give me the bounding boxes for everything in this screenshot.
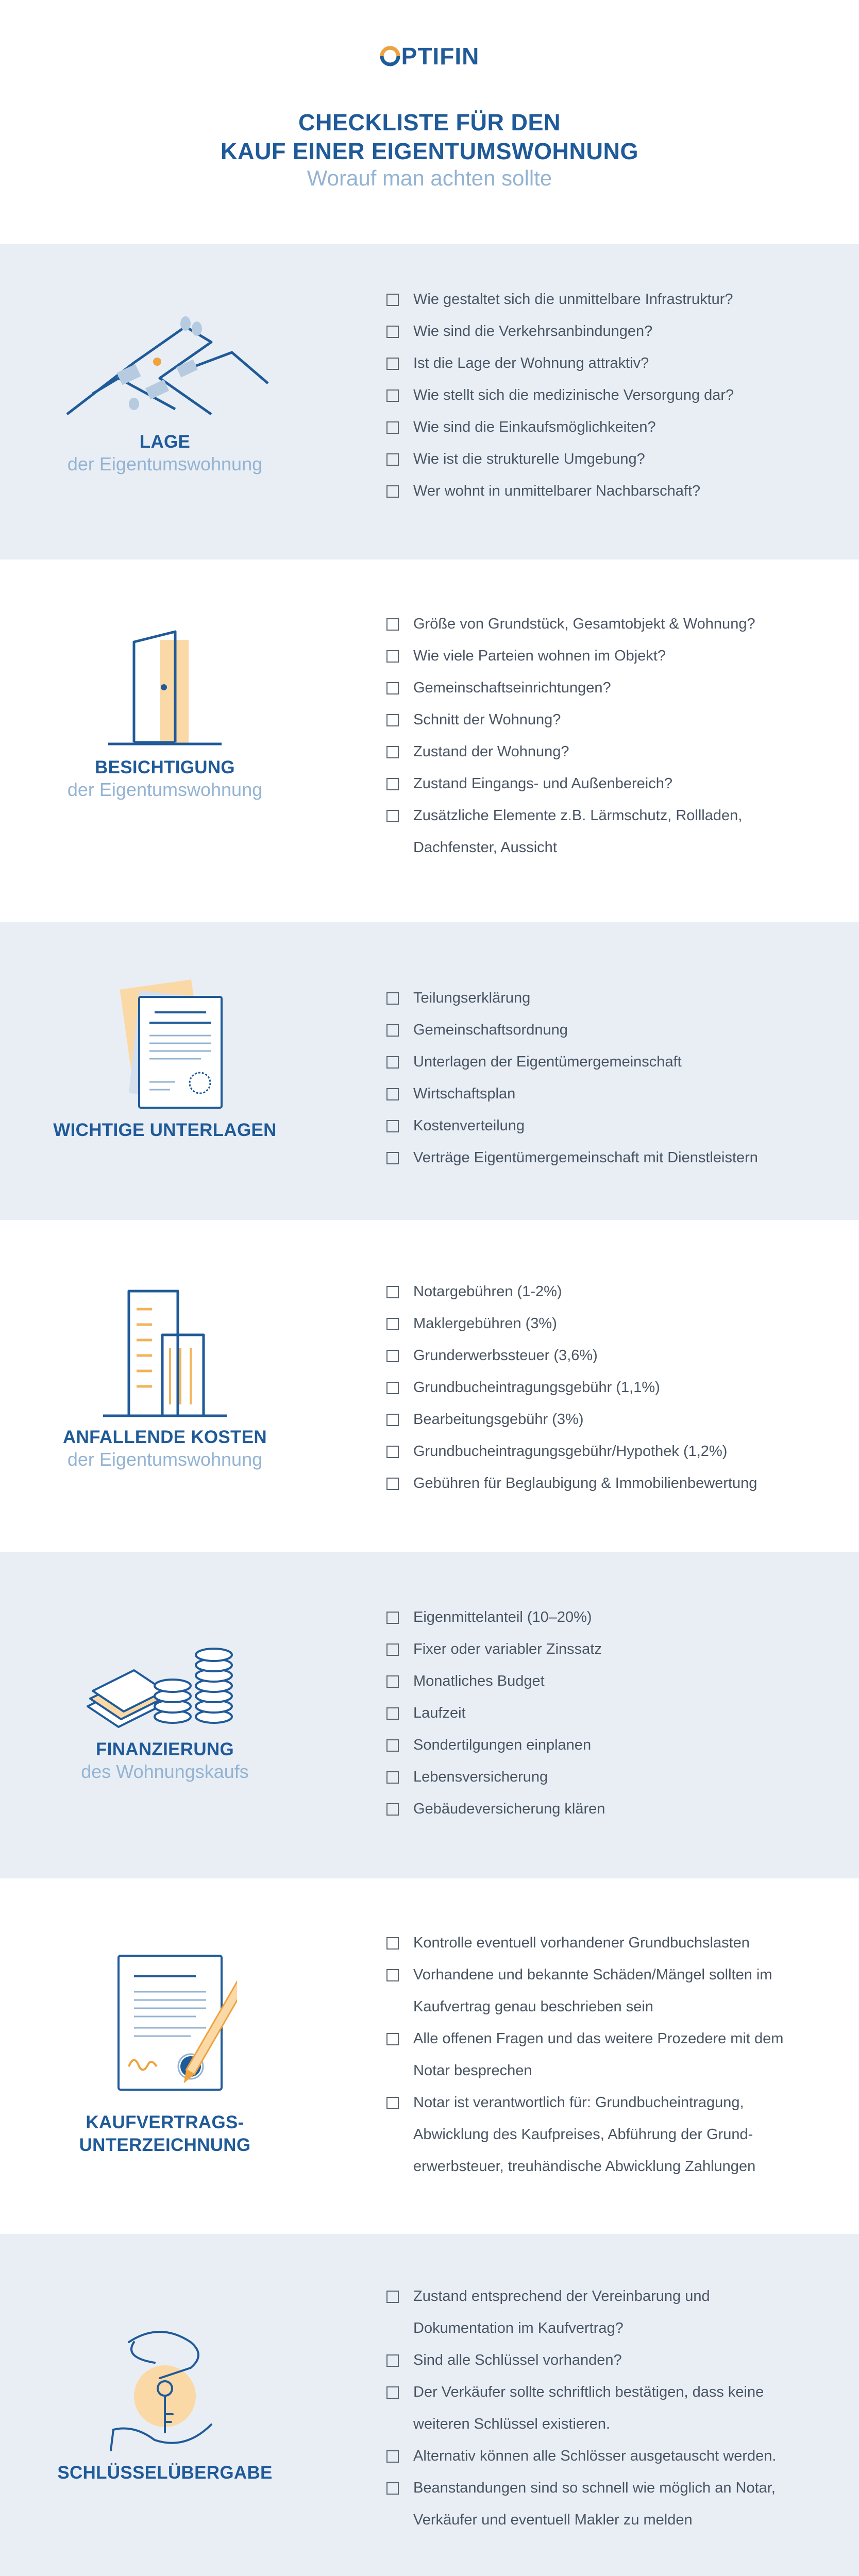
checkbox[interactable] [386, 650, 399, 663]
checklist-item[interactable]: Beanstandungen sind so schnell wie möglich an Notar, Verkäufer und eventuell Makler zu melden [386, 2472, 809, 2536]
checklist-item[interactable]: Fixer oder variabler Zinssatz [386, 1633, 840, 1665]
checkbox[interactable] [386, 1318, 399, 1330]
checklist-item[interactable]: Grundbucheintragungsgebühr (1,1%) [386, 1371, 840, 1403]
checkbox[interactable] [386, 1382, 399, 1394]
checkbox[interactable] [386, 2291, 399, 2303]
checkbox[interactable] [386, 714, 399, 726]
checklist-item[interactable]: Teilungserklärung [386, 982, 840, 1014]
checkbox[interactable] [386, 453, 399, 466]
section-title: FINANZIERUNG [95, 1739, 234, 1759]
checklist-item[interactable]: Wirtschaftsplan [386, 1078, 840, 1110]
checklist-item[interactable]: Wie sind die Verkehrsanbindungen? [386, 315, 840, 347]
checklist-kosten [386, 1276, 840, 1499]
checklist-item[interactable]: Ist die Lage der Wohnung attraktiv? [386, 347, 840, 379]
checklist-unterlagen [386, 982, 840, 1174]
checkbox[interactable] [386, 1675, 399, 1688]
checklist-item[interactable]: Wie sind die Einkaufsmöglichkeiten? [386, 411, 840, 443]
section-kaufvertrag-header [21, 1951, 309, 2156]
checkbox[interactable] [386, 1056, 399, 1069]
checkbox[interactable] [386, 1286, 399, 1298]
checkbox[interactable] [386, 1612, 399, 1624]
section-unterlagen [0, 922, 859, 1220]
checklist-item[interactable]: Monatliches Budget [386, 1665, 840, 1697]
checkbox[interactable] [386, 1120, 399, 1132]
checkbox[interactable] [386, 618, 399, 631]
checklist-besichtigung [386, 608, 840, 863]
checkbox[interactable] [386, 1937, 399, 1950]
checklist-item[interactable]: Der Verkäufer sollte schriftlich bestätigen, dass keine weiteren Schlüssel existieren. [386, 2376, 809, 2440]
section-besichtigung [0, 560, 859, 922]
section-title: BESICHTIGUNG [95, 757, 235, 777]
checkbox[interactable] [386, 1739, 399, 1752]
checklist-item[interactable]: Kostenverteilung [386, 1110, 840, 1142]
checkbox[interactable] [386, 421, 399, 434]
checklist-item[interactable]: Grunderwerbssteuer (3,6%) [386, 1340, 840, 1371]
map-location-icon [57, 306, 273, 425]
checkbox[interactable] [386, 1478, 399, 1490]
checklist-item[interactable]: Maklergebühren (3%) [386, 1308, 840, 1340]
checklist-item[interactable]: Kontrolle eventuell vorhandener Grundbuchslasten [386, 1927, 799, 1959]
checklist-item[interactable]: Bearbeitungsgebühr (3%) [386, 1403, 840, 1435]
checklist-item[interactable]: Vorhandene und bekannte Schäden/Mängel sollten im Kaufvertrag genau beschrieben sein [386, 1959, 799, 2023]
page-title-line-2: KAUF EINER EIGENTUMSWOHNUNG [221, 138, 638, 164]
money-coins-icon [82, 1629, 247, 1732]
checklist-item[interactable]: Zusätzliche Elemente z.B. Lärmschutz, Rollladen, Dachfenster, Aussicht [386, 800, 788, 863]
buildings-icon [93, 1286, 237, 1420]
checklist-item[interactable]: Gebäudeversicherung klären [386, 1793, 840, 1825]
logo-text: PTIFIN [401, 43, 480, 70]
checkbox[interactable] [386, 2354, 399, 2367]
checklist-item[interactable]: Wer wohnt in unmittelbarer Nachbarschaft? [386, 475, 840, 507]
checkbox[interactable] [386, 2482, 399, 2495]
section-unterlagen-header [21, 974, 309, 1141]
checklist-item[interactable]: Alle offenen Fragen und das weitere Prozedere mit dem Notar besprechen [386, 2023, 799, 2087]
section-kosten-header [21, 1286, 309, 1470]
checklist-item[interactable]: Wie gestaltet sich die unmittelbare Infrastruktur? [386, 283, 840, 315]
checklist-item[interactable]: Notargebühren (1-2%) [386, 1276, 840, 1308]
key-handover-icon [98, 2311, 232, 2455]
checklist-kaufvertrag [386, 1927, 799, 2182]
checkbox[interactable] [386, 746, 399, 758]
checkbox[interactable] [386, 1024, 399, 1037]
section-finanzierung-header [21, 1629, 309, 1783]
checklist-finanzierung [386, 1601, 840, 1825]
checkbox[interactable] [386, 326, 399, 338]
checklist-item[interactable]: Sondertilgungen einplanen [386, 1729, 840, 1761]
page-title-line-1: CHECKLISTE FÜR DEN [298, 109, 561, 135]
section-schluessel [0, 2234, 859, 2576]
section-besichtigung-header [21, 626, 309, 801]
section-subtitle: der Eigentumswohnung [67, 779, 263, 800]
checklist-item[interactable]: Zustand Eingangs- und Außenbereich? [386, 768, 840, 800]
checkbox[interactable] [386, 1152, 399, 1164]
checklist-item[interactable]: Grundbucheintragungsgebühr/Hypothek (1,2%) [386, 1435, 840, 1467]
checkbox[interactable] [386, 2386, 399, 2399]
checklist-item[interactable]: Eigenmittelanteil (10–20%) [386, 1601, 840, 1633]
section-title: KAUFVERTRAGS- [86, 2112, 244, 2132]
checkbox[interactable] [386, 1446, 399, 1458]
section-title: SCHLÜSSELÜBERGABE [57, 2463, 273, 2483]
open-door-icon [98, 626, 232, 750]
section-title: LAGE [139, 432, 191, 452]
section-lage [0, 244, 859, 560]
checkbox[interactable] [386, 294, 399, 306]
section-schluessel-header [21, 2311, 309, 2483]
checklist-item[interactable]: Verträge Eigentümergemeinschaft mit Dienstleistern [386, 1142, 840, 1174]
section-title: WICHTIGE UNTERLAGEN [53, 1120, 277, 1140]
contract-pen-icon [93, 1951, 237, 2105]
checkbox[interactable] [386, 1969, 399, 1981]
checklist-item[interactable]: Alternativ können alle Schlösser ausgetauscht werden. [386, 2440, 809, 2472]
checkbox[interactable] [386, 1707, 399, 1720]
checklist-item[interactable]: Wie ist die strukturelle Umgebung? [386, 443, 840, 475]
checklist-item[interactable]: Wie viele Parteien wohnen im Objekt? [386, 640, 840, 672]
checklist-item[interactable]: Gemeinschaftsordnung [386, 1014, 840, 1046]
checkbox[interactable] [386, 992, 399, 1005]
section-kosten [0, 1220, 859, 1552]
page-title [0, 108, 859, 166]
section-subtitle: der Eigentumswohnung [67, 453, 263, 474]
checklist-item[interactable]: Sind alle Schlüssel vorhanden? [386, 2344, 809, 2376]
checklist-item[interactable]: Lebensversicherung [386, 1761, 840, 1793]
checklist-item[interactable]: Wie stellt sich die medizinische Versorgung dar? [386, 379, 840, 411]
checkbox[interactable] [386, 1350, 399, 1362]
checklist-item[interactable]: Laufzeit [386, 1697, 840, 1729]
checklist-item[interactable]: Schnitt der Wohnung? [386, 704, 840, 736]
checkbox[interactable] [386, 1414, 399, 1426]
checkbox[interactable] [386, 485, 399, 498]
checkbox[interactable] [386, 389, 399, 402]
section-subtitle: der Eigentumswohnung [67, 1449, 263, 1470]
optifin-logo [0, 42, 859, 70]
checklist-item[interactable]: Zustand der Wohnung? [386, 736, 840, 768]
checklist-item[interactable]: Zustand entsprechend der Vereinbarung und Dokumentation im Kaufvertrag? [386, 2280, 809, 2344]
checklist-item[interactable]: Unterlagen der Eigentümergemeinschaft [386, 1046, 840, 1078]
checklist-lage [386, 283, 840, 507]
checklist-item[interactable]: Gebühren für Beglaubigung & Immobilienbewertung [386, 1467, 840, 1499]
checkbox[interactable] [386, 1771, 399, 1784]
checklist-item[interactable]: Gemeinschaftseinrichtungen? [386, 672, 840, 704]
section-title-line-2: UNTERZEICHNUNG [79, 2135, 251, 2155]
checklist-schluessel [386, 2280, 809, 2536]
checkbox[interactable] [386, 682, 399, 694]
checkbox[interactable] [386, 1643, 399, 1656]
page-subtitle: Worauf man achten sollte [307, 166, 552, 190]
logo-o-icon [380, 46, 400, 66]
checkbox[interactable] [386, 358, 399, 370]
section-subtitle: des Wohnungskaufs [81, 1761, 249, 1782]
section-finanzierung [0, 1552, 859, 1878]
section-kaufvertrag [0, 1878, 859, 2234]
section-title: ANFALLENDE KOSTEN [63, 1427, 267, 1447]
checkbox[interactable] [386, 2097, 399, 2109]
checkbox[interactable] [386, 778, 399, 790]
checklist-item[interactable]: Notar ist verantwortlich für: Grundbucheintragung, Abwicklung des Kaufpreises, Abführung der Grund-erwerbsteuer, treuhändische Abwicklung Zahlungen [386, 2087, 799, 2182]
checkbox[interactable] [386, 2450, 399, 2463]
checkbox[interactable] [386, 810, 399, 822]
checkbox[interactable] [386, 2033, 399, 2045]
checkbox[interactable] [386, 1088, 399, 1100]
checklist-item[interactable]: Größe von Grundstück, Gesamtobjekt & Wohnung? [386, 608, 840, 640]
documents-icon [98, 974, 232, 1113]
checkbox[interactable] [386, 1803, 399, 1816]
section-lage-header [21, 306, 309, 475]
hero-header [0, 0, 859, 244]
